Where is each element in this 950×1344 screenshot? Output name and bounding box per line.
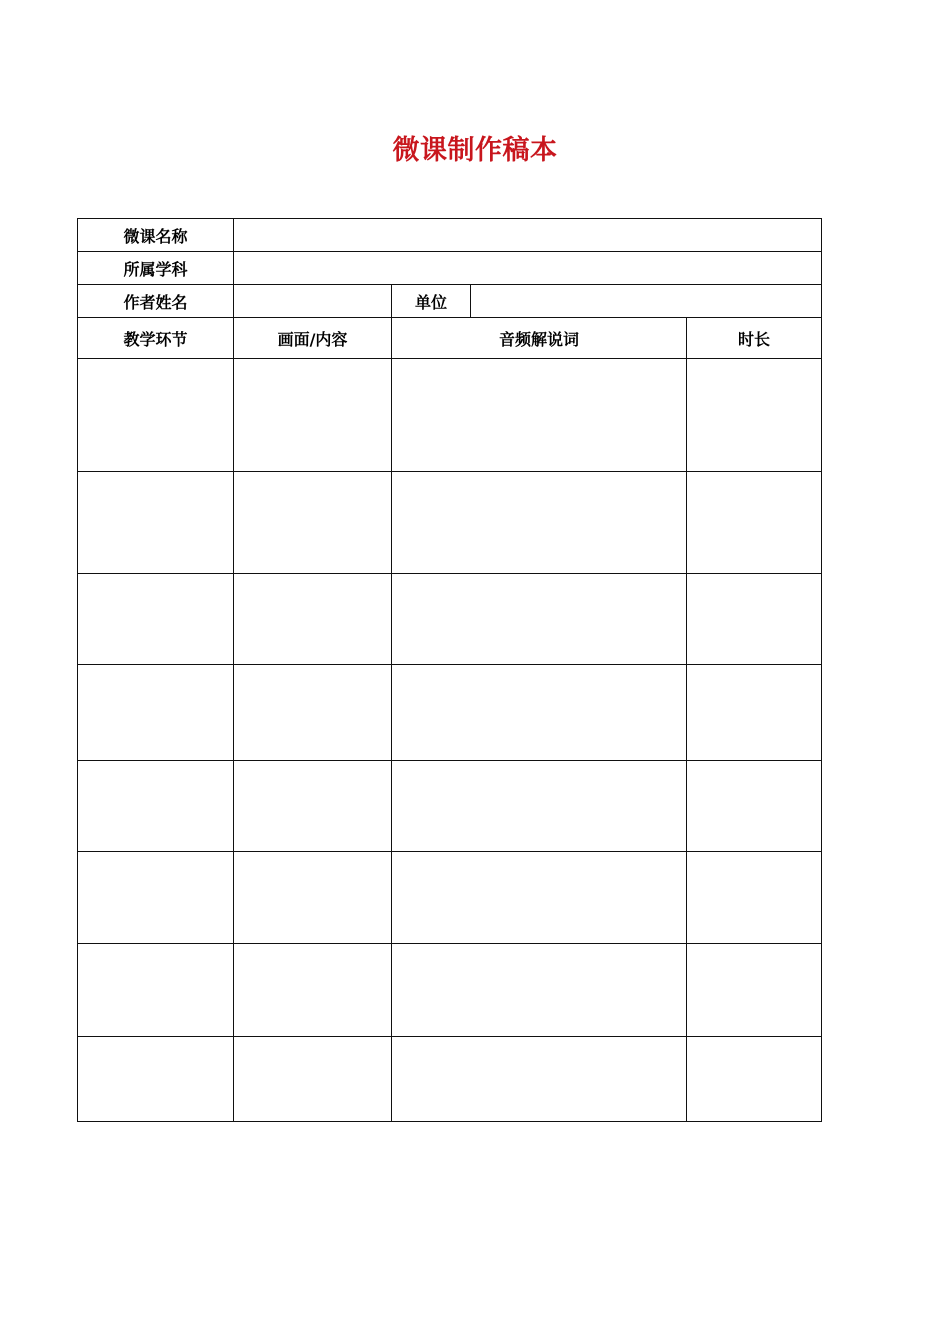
duration-cell[interactable] [687,852,822,944]
visual-content-cell[interactable] [234,359,392,472]
visual-content-cell[interactable] [234,761,392,852]
subject-row [78,252,822,285]
visual-content-cell[interactable] [234,944,392,1037]
teaching-stage-cell[interactable] [78,574,234,665]
column-header-audio-narration: 音频解说词 [392,318,687,359]
audio-narration-cell[interactable] [392,944,687,1037]
script-form-table [77,218,822,1122]
table-row [78,472,822,574]
table-row [78,944,822,1037]
unit-field[interactable] [471,285,822,318]
audio-narration-cell[interactable] [392,665,687,761]
subject-label: 所属学科 [78,252,234,285]
column-header-duration: 时长 [687,318,822,359]
teaching-stage-cell[interactable] [78,359,234,472]
column-header-teaching-stage: 教学环节 [78,318,234,359]
duration-cell[interactable] [687,944,822,1037]
duration-cell[interactable] [687,761,822,852]
visual-content-cell[interactable] [234,574,392,665]
author-row [78,285,822,318]
visual-content-cell[interactable] [234,1037,392,1122]
teaching-stage-cell[interactable] [78,665,234,761]
audio-narration-cell[interactable] [392,574,687,665]
teaching-stage-cell[interactable] [78,1037,234,1122]
audio-narration-cell[interactable] [392,761,687,852]
column-header-row [78,318,822,359]
course-name-row [78,219,822,252]
course-name-field[interactable] [234,219,822,252]
audio-narration-cell[interactable] [392,1037,687,1122]
visual-content-cell[interactable] [234,665,392,761]
author-name-field[interactable] [234,285,392,318]
table-row [78,665,822,761]
audio-narration-cell[interactable] [392,852,687,944]
visual-content-cell[interactable] [234,472,392,574]
author-name-label: 作者姓名 [78,285,234,318]
column-header-visual-content: 画面/内容 [234,318,392,359]
duration-cell[interactable] [687,359,822,472]
subject-field[interactable] [234,252,822,285]
teaching-stage-cell[interactable] [78,472,234,574]
teaching-stage-cell[interactable] [78,852,234,944]
table-row [78,1037,822,1122]
course-name-label: 微课名称 [78,219,234,252]
audio-narration-cell[interactable] [392,472,687,574]
visual-content-cell[interactable] [234,852,392,944]
duration-cell[interactable] [687,472,822,574]
table-row [78,852,822,944]
page-title: 微课制作稿本 [392,135,558,166]
table-row [78,574,822,665]
table-row [78,761,822,852]
table-row [78,359,822,472]
teaching-stage-cell[interactable] [78,761,234,852]
teaching-stage-cell[interactable] [78,944,234,1037]
duration-cell[interactable] [687,1037,822,1122]
duration-cell[interactable] [687,574,822,665]
audio-narration-cell[interactable] [392,359,687,472]
unit-label: 单位 [392,285,471,318]
duration-cell[interactable] [687,665,822,761]
